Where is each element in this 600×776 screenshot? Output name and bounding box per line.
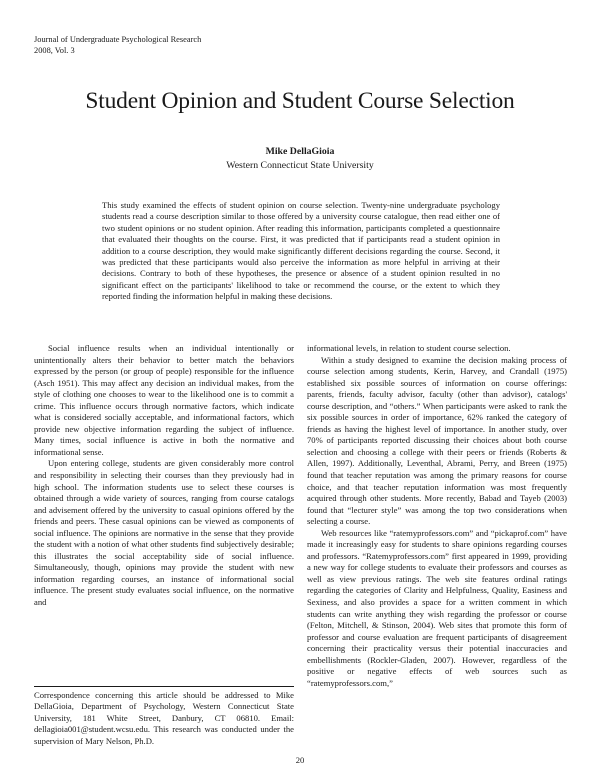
author-affiliation: Western Connecticut State University bbox=[226, 160, 374, 171]
article-title: Student Opinion and Student Course Selection bbox=[85, 88, 515, 114]
journal-volume: 2008, Vol. 3 bbox=[34, 45, 75, 55]
page-number: 20 bbox=[295, 755, 305, 765]
body-paragraph-continuation: informational levels, in relation to student course selection. bbox=[307, 343, 511, 353]
correspondence-footnote: Correspondence concerning this article should be addressed to Mike DellaGioia, Department of Psychology, Western Connecticut State University, 181 White Street, Danbury, CT 06810. Email: dellagioia001@student.wcsu.edu. This research was conducted under the supervision of Mary Nelson, Ph.D. bbox=[34, 690, 294, 746]
body-paragraph: Within a study designed to examine the decision making process of course selection among students, Kerin, Harvey, and Crandall (1975) established six possible sources of information on course offerings: parents, friends, faculty advisor, faculty (other than advisor), catalogs' course description, and “others.” When participants were asked to rank the six possible sources in order of importance, 62% ranked the category of friends as having the highest level of importance. In another study, over 70% of participants reported discussing their choices about both course selection and choosing a college with their peers or friends (Roberts & Allen, 1997). Additionally, Leventhal, Abrami, Perry, and Breen (1975) found that teacher reputation was among the primary reasons for course choice, and that teacher reputation information was most frequently acquired through other students. More recently, Babad and Tayeb (2003) found that “lecturer style” was among the top two considerations when selecting a course. bbox=[307, 354, 567, 527]
body-column-left bbox=[34, 343, 294, 673]
author-name: Mike DellaGioia bbox=[265, 146, 335, 157]
body-column-right bbox=[307, 343, 567, 763]
body-paragraph: Social influence results when an individual intentionally or unintentionally alters their behavior to better match the behaviors expressed by the person (or group of people) responsible for the influence (Asch 1951). This may affect any decision an individual makes, from the style of clothing one chooses to wear to the likelihood one is to commit a crime. This influence occurs through normative factors, which indicate what is considered socially acceptable, and informational factors, which provide new objective information regarding the subject of influence. Many times, social influence is active in both the normative and informational sense. bbox=[34, 343, 294, 457]
footnote-divider bbox=[34, 686, 294, 687]
body-paragraph: Web resources like “ratemyprofessors.com” and “pickaprof.com” have made it increasingly easy for students to share opinions regarding courses and professors. “Ratemyprofessors.com” first appeared in 1999, providing a new way for college students to evaluate their professors and courses as well as view previous ratings. The web site features ordinal ratings regarding the categories of Clarity and Helpfulness, Quality, Easiness and Sexiness, and also provides a space for a written comment in which students can write anything they wish regarding the professor or course (Felton, Mitchell, & Stinson, 2004). Web sites that promote this form of professor and course evaluation are frequent participants of disagreement concerning their practicality versus their potential inaccuracies and embellishments (Rockler-Gladen, 2007). However, regardless of the positive or negative effects of web sources such as “ratemyprofessors.com,” bbox=[307, 527, 567, 688]
body-paragraph: Upon entering college, students are given considerably more control and responsibility in selecting their courses than they previously had in high school. The information students use to select these courses is obtained through a wide variety of sources, ranging from course catalogs and advisement offered by the university to casual opinions offered by the friends and peers. These casual opinions can be viewed as components of social influence. The opinions are normative in the sense that they provide the student with a notion of what other students find subjectively desirable; this illustrates the social acceptability side of social influence. Simultaneously, though, opinions may provide the student with new information regarding courses, an instance of informational social influence. The present study evaluates social influence, on the normative and bbox=[34, 458, 294, 608]
abstract: This study examined the effects of student opinion on course selection. Twenty-nine undergraduate psychology students read a course description similar to those offered by a university course catalogue, then read either one of two student opinions or no student opinion. After reading this information, participants completed a questionnaire that evaluated their thoughts on the course. First, it was predicted that if participants read a student opinion in addition to a course description, they would make significantly different decisions regarding the course. Second, it was predicted that these participants would also perceive the information as more helpful in arriving at their decisions. Contrary to both of these hypotheses, the presence or absence of a student opinion resulted in no significant effect on the participants' likelihood to take or recommend the course, or the extent to which they reported finding the information helpful in making these decisions. bbox=[102, 200, 500, 302]
journal-name: Journal of Undergraduate Psychological Research bbox=[34, 35, 202, 44]
running-header bbox=[34, 35, 201, 56]
